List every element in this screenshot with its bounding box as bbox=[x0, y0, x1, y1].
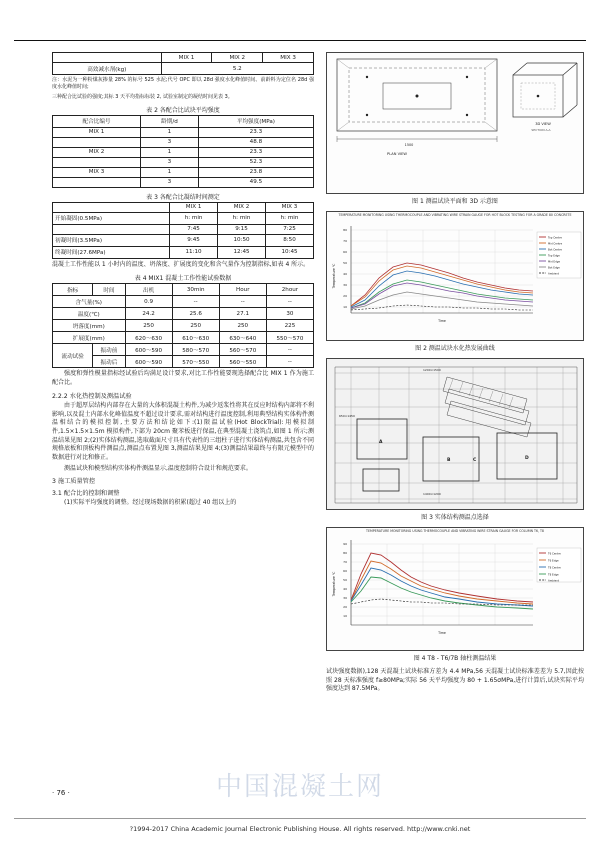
cell: 7:25 bbox=[266, 224, 314, 234]
cell: 3 bbox=[141, 177, 199, 187]
body-paragraph: 由于超厚层结构内部存在大量的大体积混凝土构件,为减少返浆性将其在反应时结构内部将不利影响,以及混土内部水化峰值温度不超过设计要求,需对结构进行温度控制,利用典型结构实体构件测温相结合的模拟控制,主要方法和结论如下:(1)限温试验(Hot BlockTrial):用模拟制件,1.5×1.5×1.5m 模拟构件,下部为 20cm 聚苯板进行保温,在典型混凝土浇筑点,如图 1 所示;测温结果见图 2;(2)实体结构测温,选取截面尺寸具有代表性的三组柱子进行实体结构测温,共包含不同规格底板和顶板构件测温点,测温点布置见图 3,测温结果见图 4;(3)测温结果最终与有限元模型中的数据进行对比和修正。 bbox=[52, 401, 314, 461]
svg-text:650×1450: 650×1450 bbox=[339, 414, 355, 418]
figure-4-title: TEMPERATURE MONITORING USING THERMOCOUPLE AND VIBRATING WIRE STRAIN GAUGE FOR COLUMN T6, T8 bbox=[366, 529, 544, 533]
cell: 580～570 bbox=[172, 344, 219, 356]
cell: -- bbox=[219, 296, 266, 308]
cell: 12:45 bbox=[218, 246, 266, 258]
cell: 23.3 bbox=[198, 127, 313, 137]
cell: 24.2 bbox=[125, 308, 172, 320]
cell: 5.2 bbox=[161, 63, 313, 75]
col-header: Hour bbox=[219, 284, 266, 296]
cell: 48.8 bbox=[198, 137, 313, 147]
col-header: MIX 2 bbox=[218, 202, 266, 212]
cell: 1 bbox=[141, 147, 199, 157]
row-sublabel: 振动前 bbox=[93, 344, 125, 356]
cell: -- bbox=[266, 296, 313, 308]
table-row bbox=[53, 332, 314, 344]
table-row bbox=[53, 234, 314, 246]
cell: 250 bbox=[219, 320, 266, 332]
cell: 23.8 bbox=[198, 167, 313, 177]
col-header: 30min bbox=[172, 284, 219, 296]
row-label: 坍落度(mm) bbox=[53, 320, 126, 332]
section-heading: 2.2.2 水化热控制及测温试验 bbox=[52, 392, 132, 400]
cell: MIX 3 bbox=[53, 167, 141, 177]
svg-text:10: 10 bbox=[343, 304, 347, 309]
col-header bbox=[53, 202, 170, 212]
cell: 0.9 bbox=[125, 296, 172, 308]
cell: 1 bbox=[141, 127, 199, 137]
svg-text:1200×1500: 1200×1500 bbox=[423, 368, 441, 372]
cell: 10:45 bbox=[266, 246, 314, 258]
table-row bbox=[53, 167, 314, 177]
table-row bbox=[53, 147, 314, 157]
cell: 27.1 bbox=[219, 308, 266, 320]
table-row bbox=[53, 344, 314, 356]
svg-text:B: B bbox=[447, 458, 451, 463]
col-header: 龄期/d bbox=[141, 115, 199, 127]
row-label: 初凝时间(3.5MPa) bbox=[53, 234, 170, 246]
svg-text:20: 20 bbox=[343, 604, 347, 609]
body-paragraph: 强度和弹性模量指标经试验后均满足设计要求,对比工作性能要现选择配合比 MIX 1 作为施工配合比。 bbox=[52, 370, 314, 387]
svg-text:70: 70 bbox=[343, 238, 347, 243]
cell: 560～570 bbox=[219, 344, 266, 356]
svg-text:Top Edge: Top Edge bbox=[548, 254, 560, 258]
table-top bbox=[52, 52, 314, 75]
svg-text:Ambient: Ambient bbox=[548, 272, 559, 276]
figure-3-drawing bbox=[327, 359, 584, 509]
figure-4-chart bbox=[327, 534, 584, 638]
table-row bbox=[53, 308, 314, 320]
cell bbox=[53, 53, 162, 63]
cell: -- bbox=[266, 344, 313, 356]
body-paragraph: 测温试块和模型结构实体构件测温显示,温度控制符合设计和规范要求。 bbox=[64, 464, 252, 472]
figure-2-caption: 图 2 测温试块水化热发展曲线 bbox=[415, 345, 495, 352]
right-column bbox=[326, 52, 584, 696]
svg-text:PLAN VIEW: PLAN VIEW bbox=[387, 152, 407, 156]
copyright-footer: ?1994-2017 China Academic Journal Electronic Publishing House. All rights reserved. http://www.cnki.net bbox=[129, 825, 471, 833]
header-rule bbox=[14, 40, 586, 41]
svg-text:50: 50 bbox=[343, 260, 347, 265]
left-column bbox=[52, 52, 314, 510]
figure-3 bbox=[326, 358, 584, 510]
cell: 250 bbox=[125, 320, 172, 332]
svg-text:40: 40 bbox=[343, 271, 347, 276]
figure-2 bbox=[326, 211, 584, 341]
row-label: 开始凝固(0.5MPa) bbox=[53, 212, 170, 224]
svg-text:80: 80 bbox=[343, 227, 347, 232]
svg-text:60: 60 bbox=[343, 568, 347, 573]
svg-text:Mid Edge: Mid Edge bbox=[548, 260, 560, 264]
row-label: 流动试验 bbox=[53, 344, 93, 368]
figure-1-caption: 图 1 测温试块平面和 3D 示意图 bbox=[412, 198, 498, 205]
cell: 610～630 bbox=[172, 332, 219, 344]
section-heading: 3 施工质量管控 bbox=[52, 478, 96, 486]
svg-text:T6 Centre: T6 Centre bbox=[548, 552, 561, 556]
svg-text:1500: 1500 bbox=[404, 143, 414, 147]
cell: 600～590 bbox=[125, 344, 172, 356]
svg-text:70: 70 bbox=[343, 559, 347, 564]
cell: MIX 2 bbox=[53, 147, 141, 157]
cell: 23.3 bbox=[198, 147, 313, 157]
table-row bbox=[53, 320, 314, 332]
cell: -- bbox=[172, 296, 219, 308]
cell: 52.3 bbox=[198, 157, 313, 167]
row-label: 含气量(%) bbox=[53, 296, 126, 308]
cell: 550～570 bbox=[266, 332, 313, 344]
figure-3-caption: 图 3 实体结构测温点选择 bbox=[421, 514, 489, 521]
table-workability bbox=[52, 283, 314, 368]
cell: h: min bbox=[170, 212, 218, 224]
footer-rule bbox=[14, 818, 586, 819]
cell bbox=[53, 157, 141, 167]
svg-text:1400×1200: 1400×1200 bbox=[423, 492, 441, 496]
cell: 8:50 bbox=[266, 234, 314, 246]
table-row bbox=[53, 63, 314, 75]
svg-text:Bot Edge: Bot Edge bbox=[548, 266, 560, 270]
table-row bbox=[53, 246, 314, 258]
cell: 高效减水剂(kg) bbox=[53, 63, 162, 75]
cell: 570～550 bbox=[172, 356, 219, 368]
figure-2-chart bbox=[327, 218, 584, 326]
section-heading: 3.1 配合比的控制和调整 bbox=[52, 490, 120, 498]
table-row bbox=[53, 137, 314, 147]
row-label: 温度(℃) bbox=[53, 308, 126, 320]
figure-1-drawing bbox=[327, 53, 584, 193]
table-row bbox=[53, 127, 314, 137]
row-label: 终凝时间(27.6MPa) bbox=[53, 246, 170, 258]
cell: 25.6 bbox=[172, 308, 219, 320]
col-header: 时间 bbox=[93, 284, 125, 296]
cell: h: min bbox=[266, 212, 314, 224]
cell: 30 bbox=[266, 308, 313, 320]
body-paragraph: (1)实际平均强度的调整。经过现场数据的积累(超过 40 组以上的 bbox=[64, 499, 237, 507]
cell: 1 bbox=[141, 167, 199, 177]
cell: 11:10 bbox=[170, 246, 218, 258]
svg-text:90: 90 bbox=[343, 541, 347, 546]
col-header: MIX 3 bbox=[266, 202, 314, 212]
cell: 9:15 bbox=[218, 224, 266, 234]
cell: 3 bbox=[141, 157, 199, 167]
cell bbox=[53, 177, 141, 187]
svg-text:80: 80 bbox=[343, 550, 347, 555]
cell: 600～590 bbox=[125, 356, 172, 368]
cell: MIX 2 bbox=[212, 53, 263, 63]
cell: 560～550 bbox=[219, 356, 266, 368]
col-header: 配合比编号 bbox=[53, 115, 141, 127]
svg-text:60: 60 bbox=[343, 249, 347, 254]
table-note-1: 注：水泥为一种粉煤灰掺量 28% 的标号 525 水泥;代号 OPC 即以 28d 强度水化峰值时间、前龄料为定位名 28d 强度水化峰值时间; bbox=[52, 77, 314, 91]
svg-text:Temperature ℃: Temperature ℃ bbox=[332, 263, 336, 289]
svg-text:30: 30 bbox=[343, 282, 347, 287]
watermark: 中国混凝土网 bbox=[215, 772, 384, 802]
figure-4 bbox=[326, 527, 584, 651]
figure-4-caption: 图 4 T8 - T6/7B 轴柱测温结果 bbox=[413, 655, 497, 662]
cell: MIX 3 bbox=[263, 53, 314, 63]
svg-text:T6 Edge: T6 Edge bbox=[548, 559, 559, 563]
table4-caption: 表 4 MIX1 混凝土工作性能试验数据 bbox=[134, 275, 232, 283]
cell: 7:45 bbox=[170, 224, 218, 234]
svg-text:Time: Time bbox=[438, 318, 446, 323]
svg-text:3D VIEW: 3D VIEW bbox=[535, 122, 551, 126]
table-row bbox=[53, 157, 314, 167]
cell: 630～640 bbox=[219, 332, 266, 344]
svg-text:Time: Time bbox=[438, 630, 446, 635]
cell: 10:50 bbox=[218, 234, 266, 246]
cell: MIX 1 bbox=[161, 53, 212, 63]
page-number: · 76 · bbox=[52, 789, 70, 797]
table-strength bbox=[52, 115, 314, 188]
svg-text:T8 Edge: T8 Edge bbox=[548, 573, 559, 577]
svg-text:Ambient: Ambient bbox=[548, 579, 559, 583]
right-body-paragraph: 试块强度数据),128 天混凝土试块标准方差为 4.4 MPa,56 天混凝土试块标准差差为 5.7,因此按照 28 天标准强度 f≥80MPa;实际 56 天平均强度为 80 + 1.65σMPa,进行计算后,试块实际平均强度达到 87.5MPa。 bbox=[326, 668, 584, 693]
table2-caption: 表 2 各配合比试块平均强度 bbox=[146, 106, 220, 114]
col-header: 平均强度(MPa) bbox=[198, 115, 313, 127]
svg-text:Bot Centre: Bot Centre bbox=[548, 248, 562, 252]
svg-text:SECTION A-A: SECTION A-A bbox=[531, 128, 551, 132]
svg-text:C: C bbox=[473, 458, 477, 463]
cell: 9:45 bbox=[170, 234, 218, 246]
svg-text:A: A bbox=[379, 440, 383, 445]
cell: 620～630 bbox=[125, 332, 172, 344]
cell: h: min bbox=[218, 212, 266, 224]
table3-caption: 表 3 各配合比凝结时间测定 bbox=[146, 193, 220, 201]
svg-text:50: 50 bbox=[343, 577, 347, 582]
svg-text:10: 10 bbox=[343, 613, 347, 618]
row-label: 扩展度(mm) bbox=[53, 332, 126, 344]
col-header: 2hour bbox=[266, 284, 313, 296]
cell: -- bbox=[266, 356, 313, 368]
cell: 225 bbox=[266, 320, 313, 332]
svg-text:Top Centre: Top Centre bbox=[548, 236, 562, 240]
svg-text:30: 30 bbox=[343, 595, 347, 600]
paragraph-workability: 混凝土工作性能以 1 小时内的温度、坍落度、扩展度的变化和含气量作为控制指标,如表 4 所示。 bbox=[52, 260, 310, 268]
svg-text:T8 Centre: T8 Centre bbox=[548, 566, 561, 570]
svg-text:40: 40 bbox=[343, 586, 347, 591]
figure-1 bbox=[326, 52, 584, 194]
svg-text:Temperature ℃: Temperature ℃ bbox=[332, 571, 336, 597]
row-sublabel: 振动后 bbox=[93, 356, 125, 368]
cell: 3 bbox=[141, 137, 199, 147]
col-header: MIX 1 bbox=[170, 202, 218, 212]
svg-text:20: 20 bbox=[343, 293, 347, 298]
table-setting-time bbox=[52, 202, 314, 259]
svg-text:D: D bbox=[525, 456, 529, 461]
cell: 250 bbox=[172, 320, 219, 332]
figure-2-title: TEMPERATURE MONITORING USING THERMOCOUPLE AND VIBRATING WIRE STRAIN GAUGE FOR HOT BLOCK TESTING FOR A GRADE 80 CONCRETE bbox=[338, 213, 572, 217]
cell: 49.5 bbox=[198, 177, 313, 187]
table-row bbox=[53, 224, 314, 234]
cell bbox=[53, 137, 141, 147]
cell: MIX 1 bbox=[53, 127, 141, 137]
table-note-2: 三种配合比试验的强度;其标 3 天平均指标标装 2, 试验室制定的凝结时间见表 3。 bbox=[52, 93, 233, 100]
svg-text:Mid Centre: Mid Centre bbox=[548, 242, 563, 246]
row-label bbox=[53, 224, 170, 234]
table-row bbox=[53, 177, 314, 187]
col-header: 指标 bbox=[53, 284, 93, 296]
table-row bbox=[53, 296, 314, 308]
table-row bbox=[53, 212, 314, 224]
col-header: 出机 bbox=[125, 284, 172, 296]
